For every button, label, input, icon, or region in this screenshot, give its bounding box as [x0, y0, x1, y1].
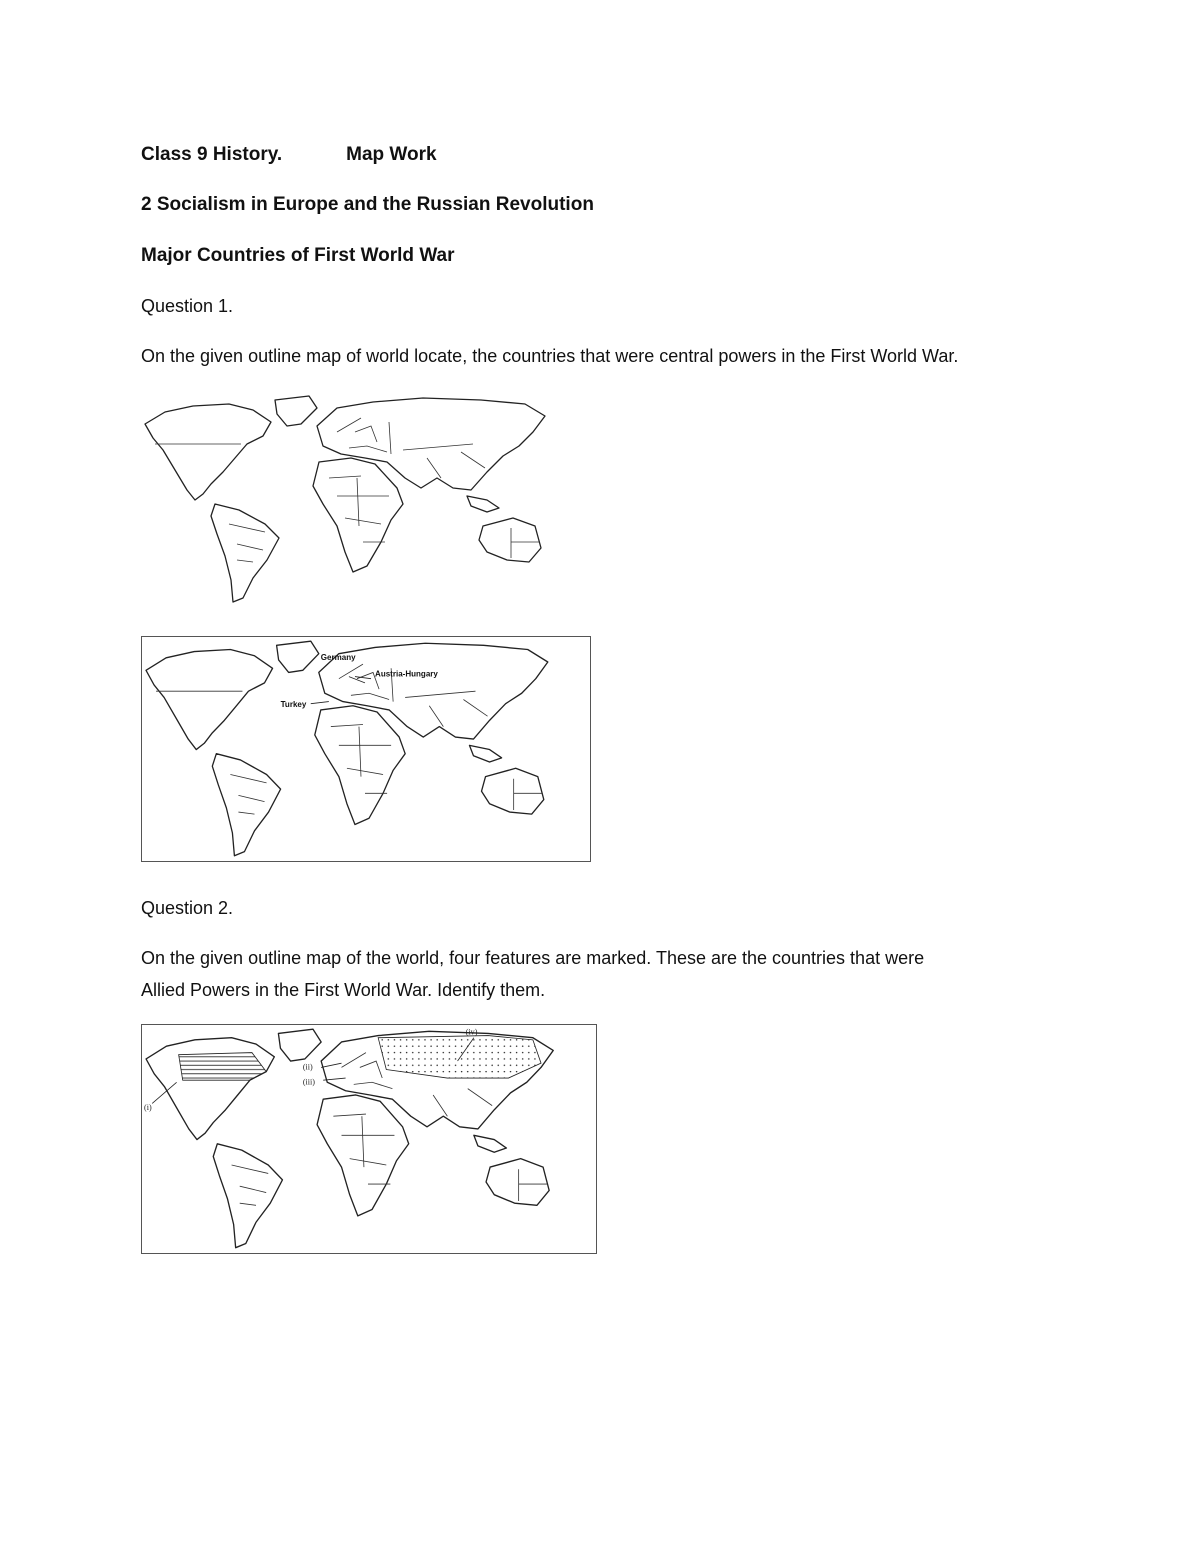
south-america-outline	[212, 754, 280, 856]
greenland-outline	[275, 396, 317, 426]
africa-outline	[317, 1095, 409, 1216]
australia-outline	[482, 768, 544, 814]
question2-text-line1: On the given outline map of the world, four features are marked. These are the countries that were	[141, 948, 925, 968]
central-powers-answer-map	[141, 636, 591, 862]
islands-outline	[467, 496, 499, 512]
worksheet-header	[141, 144, 437, 166]
africa-outline	[313, 458, 403, 572]
marker-iv-label: (iv)	[465, 1027, 478, 1037]
north-america-outline	[146, 1038, 274, 1140]
marker-iii-label: (iii)	[302, 1077, 316, 1087]
question1-label: Question 1.	[141, 296, 234, 316]
greenland-outline	[278, 1029, 321, 1061]
outline-world-map	[141, 392, 587, 607]
austria-hungary-label: Austria-Hungary	[375, 669, 438, 679]
africa-outline	[315, 706, 405, 825]
australia-outline	[486, 1159, 549, 1206]
north-america-outline	[146, 650, 273, 750]
north-america-outline	[145, 404, 271, 500]
header-class: Class 9 History.	[141, 144, 283, 165]
section-title: Major Countries of First World War	[141, 245, 455, 266]
islands-outline	[474, 1135, 507, 1152]
question1-text: On the given outline map of world locate, the countries that were central powers in the First World War.	[141, 346, 959, 366]
turkey-label: Turkey	[280, 699, 307, 709]
allied-powers-question-map	[141, 1024, 597, 1254]
question2-label: Question 2.	[141, 898, 234, 918]
question2-text-line2: Allied Powers in the First World War. Identify them.	[141, 980, 546, 1000]
marker-ii-label: (ii)	[302, 1062, 313, 1072]
islands-outline	[469, 745, 501, 762]
header-topic: Map Work	[346, 144, 437, 165]
marker-i-label: (i)	[144, 1102, 152, 1112]
south-america-outline	[213, 1144, 282, 1248]
turkey-leader-line	[311, 702, 329, 704]
question2-world-map	[142, 1025, 596, 1253]
south-america-outline	[211, 504, 279, 602]
germany-label: Germany	[320, 652, 356, 662]
world-map-outline	[141, 392, 587, 607]
hatched-region	[179, 1053, 267, 1081]
dotted-region	[378, 1036, 541, 1078]
greenland-outline	[277, 641, 319, 672]
australia-outline	[479, 518, 541, 562]
chapter-title: 2 Socialism in Europe and the Russian Revolution	[141, 194, 594, 215]
answer-world-map	[142, 637, 590, 861]
